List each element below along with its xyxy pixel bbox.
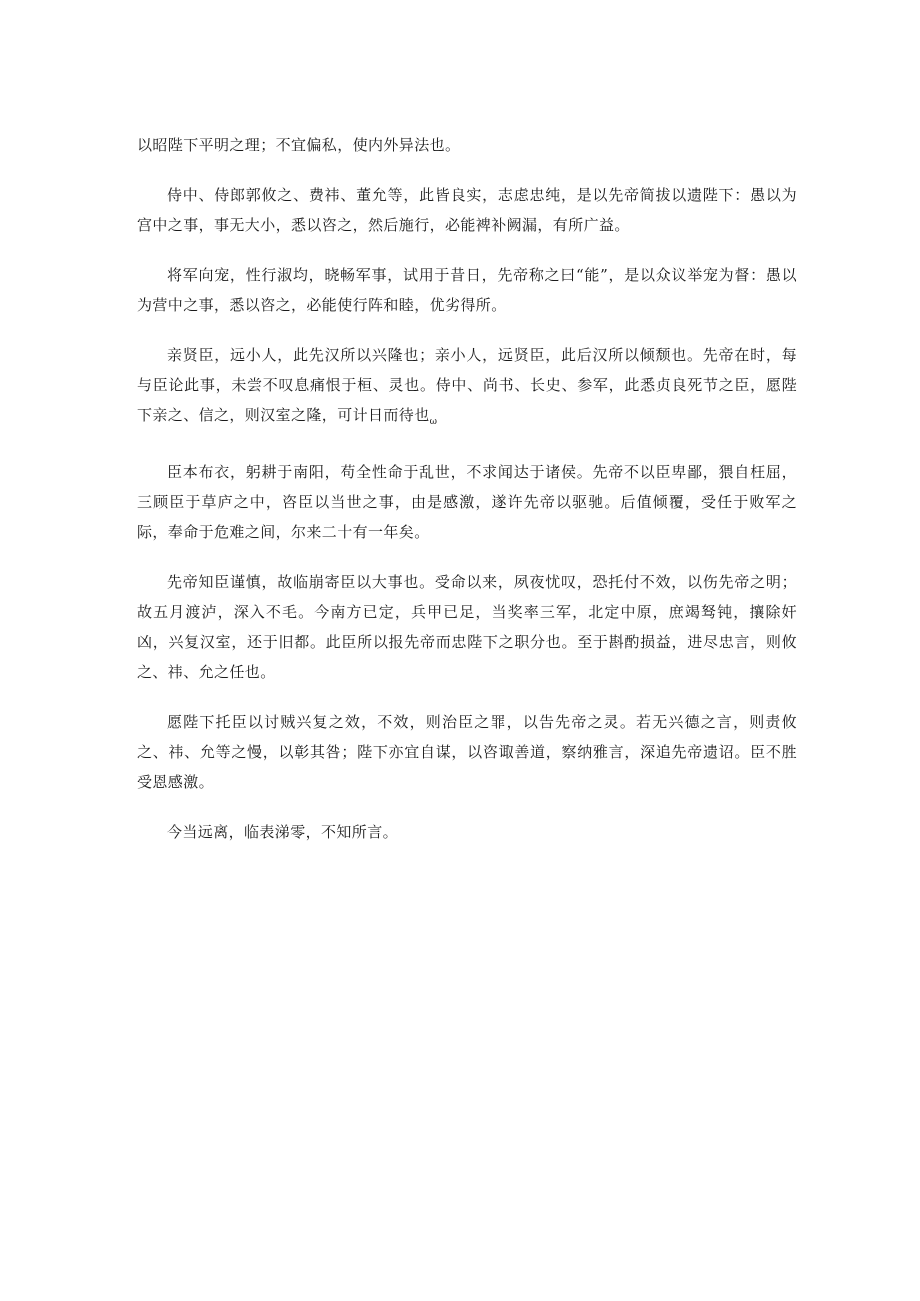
paragraph-3: 将军向宠，性行淑均，晓畅军事，试用于昔日，先帝称之曰“能”，是以众议举宠为督：愚以为营中之事，悉以咨之，必能使行阵和睦，优劣得所。 — [137, 266, 797, 314]
paragraph-6: 先帝知臣谨慎，故临崩寄臣以大事也。受命以来，夙夜忧叹，恐托付不效，以伤先帝之明；故五月渡泸，深入不毛。今南方已定，兵甲已足，当奖率三军，北定中原，庶竭驽钝，攘除奸凶，兴复汉室，还于旧都。此臣所以报先帝而忠陛下之职分也。至于斟酌损益，进尽忠言，则攸之、祎、允之任也。 — [137, 573, 797, 681]
paragraph-5: 臣本布衣，躬耕于南阳，苟全性命于乱世，不求闻达于诸侯。先帝不以臣卑鄙，猥自枉屈，三顾臣于草庐之中，咨臣以当世之事，由是感激，遂许先帝以驱驰。后值倾覆，受任于败军之际，奉命于危难之间，尔来二十有一年矣。 — [137, 463, 797, 541]
paragraph-1: 以昭陛下平明之理；不宜偏私，使内外异法也。 — [137, 136, 461, 154]
paragraph-4-text: 亲贤臣，远小人，此先汉所以兴隆也；亲小人，远贤臣，此后汉所以倾颓也。先帝在时，每与臣论此事，未尝不叹息痛恨于桓、灵也。侍中、尚书、长史、参军，此悉贞良死节之臣，愿陛下亲之、信之，则汉室之隆，可计日而待也 — [137, 346, 797, 424]
paragraph-4 — [137, 340, 797, 437]
paragraph-2: 侍中、侍郎郭攸之、费祎、董允等，此皆良实，志虑忠纯，是以先帝简拔以遗陛下：愚以为宫中之事，事无大小，悉以咨之，然后施行，必能裨补阙漏，有所广益。 — [137, 186, 797, 234]
paragraph-4-marker: ω — [429, 417, 438, 427]
document-body — [137, 130, 797, 867]
paragraph-8: 今当远离，临表涕零，不知所言。 — [167, 823, 399, 841]
paragraph-7: 愿陛下托臣以讨贼兴复之效，不效，则治臣之罪，以告先帝之灵。若无兴德之言，则责攸之、祎、允等之慢，以彰其咎；陛下亦宜自谋，以咨诹善道，察纳雅言，深追先帝遗诏。臣不胜受恩感激。 — [137, 713, 797, 791]
